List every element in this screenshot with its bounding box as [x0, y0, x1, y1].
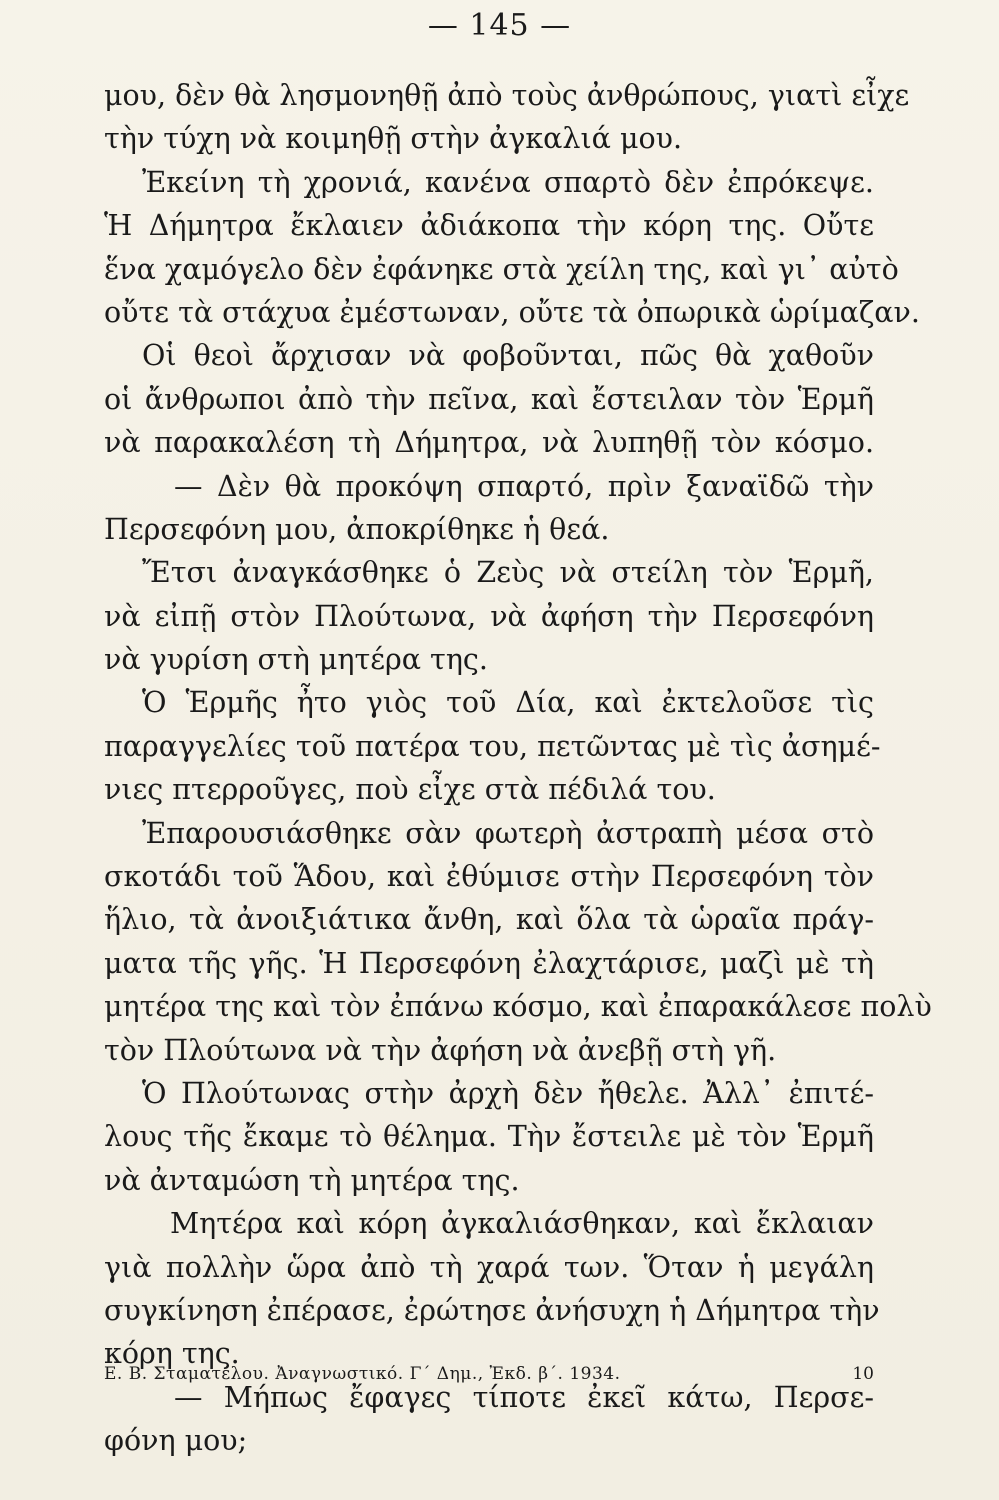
- text-line: οὔτε τὰ στάχυα ἐμέστωναν, οὔτε τὰ ὀπωρικὰ ὡρίμαζαν.: [104, 295, 920, 329]
- text-line: ἕνα χαμόγελο δὲν ἐφάνηκε στὰ χείλη της, καὶ γι᾽ αὐτὸ: [104, 252, 899, 286]
- page-number: — 145 —: [427, 8, 572, 43]
- text-line: τὴν τύχη νὰ κοιμηθῇ στὴν ἀγκαλιά μου.: [104, 122, 683, 156]
- text-line: μητέρα της καὶ τὸν ἐπάνω κόσμο, καὶ ἐπαρακάλεσε πολὺ: [104, 990, 932, 1024]
- text-line: Μητέρα καὶ κόρη ἀγκαλιάσθηκαν, καὶ ἔκλαιαν: [170, 1207, 874, 1241]
- text-line: παραγγελίες τοῦ πατέρα του, πετῶντας μὲ τὶς ἀσημέ-: [104, 729, 881, 763]
- text-line: Ὁ Πλούτωνας στὴν ἀρχὴ δὲν ἤθελε. Ἀλλ᾽ ἐπιτέ-: [142, 1076, 874, 1110]
- footer: [104, 1364, 874, 1384]
- signature-mark: 10: [852, 1364, 874, 1384]
- text-line: Περσεφόνη μου, ἀποκρίθηκε ἡ θεά.: [104, 512, 610, 546]
- text-line: λους τῆς ἔκαμε τὸ θέλημα. Τὴν ἔστειλε μὲ τὸν Ἑρμῆ: [104, 1120, 874, 1154]
- text-line: Ἔτσι ἀναγκάσθηκε ὁ Ζεὺς νὰ στείλη τὸν Ἑρμῆ,: [142, 556, 874, 590]
- text-line: μου, δὲν θὰ λησμονηθῇ ἀπὸ τοὺς ἀνθρώπους, γιατὶ εἶχε: [104, 79, 910, 112]
- text-line: Ἐκείνη τὴ χρονιά, κανένα σπαρτὸ δὲν ἐπρόκεψε.: [142, 165, 874, 199]
- text-line: συγκίνηση ἐπέρασε, ἐρώτησε ἀνήσυχη ἡ Δήμητρα τὴν: [104, 1293, 880, 1327]
- text-line: νὰ γυρίση στὴ μητέρα της.: [104, 643, 488, 677]
- body-text: [104, 74, 932, 1463]
- text-line: οἱ ἄνθρωποι ἀπὸ τὴν πεῖνα, καὶ ἔστειλαν τὸν Ἑρμῆ: [104, 382, 874, 416]
- text-line: κόρη της.: [104, 1337, 240, 1371]
- text-line: ματα τῆς γῆς. Ἡ Περσεφόνη ἐλαχτάρισε, μαζὶ μὲ τὴ: [104, 946, 874, 980]
- text-line: φόνη μου;: [104, 1424, 248, 1458]
- text-line: νὰ εἰπῇ στὸν Πλούτωνα, νὰ ἀφήση τὴν Περσεφόνη: [104, 599, 874, 633]
- publication-note: Ε. Β. Σταματέλου. Ἀναγνωστικό. Γ΄ Δημ., Ἐκδ. β΄. 1934.: [104, 1364, 621, 1384]
- text-line: Οἱ θεοὶ ἄρχισαν νὰ φοβοῦνται, πῶς θὰ χαθοῦν: [142, 339, 874, 373]
- text-line: Ἐπαρουσιάσθηκε σὰν φωτερὴ ἀστραπὴ μέσα στὸ: [142, 816, 874, 850]
- text-line: νιες πτερροῦγες, ποὺ εἶχε στὰ πέδιλά του.: [104, 773, 716, 807]
- text-line: Ὁ Ἑρμῆς ἦτο γιὸς τοῦ Δία, καὶ ἐκτελοῦσε τὶς: [142, 686, 874, 720]
- text-line: τὸν Πλούτωνα νὰ τὴν ἀφήση νὰ ἀνεβῇ στὴ γῆ.: [104, 1033, 777, 1067]
- text-line: γιὰ πολλὴν ὥρα ἀπὸ τὴ χαρά των. Ὅταν ἡ μεγάλη: [104, 1250, 874, 1284]
- text-line: σκοτάδι τοῦ Ἅδου, καὶ ἐθύμισε στὴν Περσεφόνη τὸν: [104, 860, 874, 894]
- text-line: νὰ ἀνταμώση τὴ μητέρα της.: [104, 1163, 520, 1197]
- text-line: νὰ παρακαλέση τὴ Δήμητρα, νὰ λυπηθῇ τὸν κόσμο.: [104, 426, 874, 460]
- text-line: ἥλιο, τὰ ἀνοιξιάτικα ἄνθη, καὶ ὅλα τὰ ὡραῖα πράγ-: [104, 903, 874, 937]
- text-line: Ἡ Δήμητρα ἔκλαιεν ἀδιάκοπα τὴν κόρη της. Οὔτε: [104, 209, 874, 243]
- text-line: — Δὲν θὰ προκόψη σπαρτό, πρὶν ξαναϊδῶ τὴν: [174, 469, 874, 503]
- text-line: — Μήπως ἔφαγες τίποτε ἐκεῖ κάτω, Περσε-: [174, 1380, 874, 1414]
